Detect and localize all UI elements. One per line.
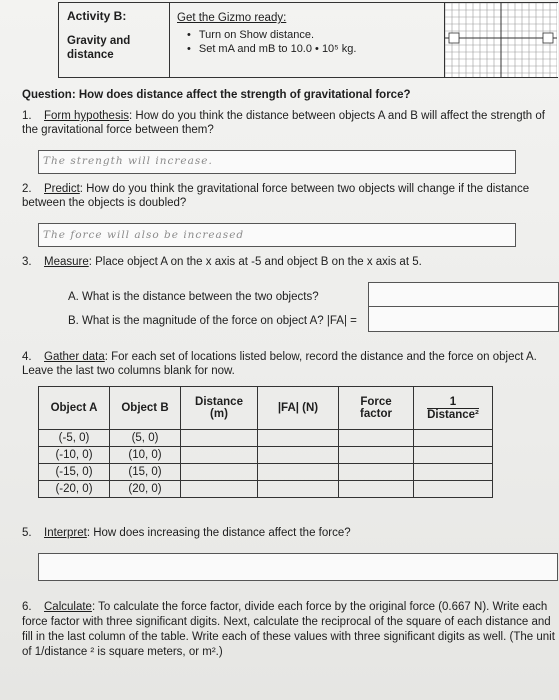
cell-inverse-distance[interactable] — [414, 464, 493, 481]
gizmo-grid-image — [445, 3, 557, 77]
question-5 — [22, 526, 351, 540]
fraction-numerator: 1 — [427, 396, 479, 409]
cell-distance[interactable] — [181, 447, 258, 464]
q2-number: 2. — [22, 183, 32, 195]
cell-object-a: (-10, 0) — [39, 447, 110, 464]
header-object-a: Object A — [39, 387, 110, 430]
cell-inverse-distance[interactable] — [414, 481, 493, 498]
cell-force-factor[interactable] — [339, 430, 414, 447]
object-a-marker — [449, 33, 459, 43]
data-table — [38, 386, 493, 498]
q3-answer-field[interactable] — [368, 282, 559, 332]
q3b-text: B. What is the magnitude of the force on object A? |FA| = — [68, 315, 357, 327]
header-inverse-distance-squared — [414, 387, 493, 430]
cell-inverse-distance[interactable] — [414, 430, 493, 447]
cell-force[interactable] — [258, 481, 339, 498]
cell-distance[interactable] — [181, 481, 258, 498]
prep-list — [187, 28, 356, 56]
cell-object-a: (-5, 0) — [39, 430, 110, 447]
q1-answer-field[interactable] — [38, 150, 516, 174]
q2-label: Predict — [44, 183, 80, 195]
cell-force-factor[interactable] — [339, 481, 414, 498]
cell-object-b: (10, 0) — [110, 447, 181, 464]
activity-label: Activity B: — [67, 9, 127, 23]
gizmo-thumbnail — [444, 3, 558, 77]
q2-answer-field[interactable] — [38, 223, 516, 247]
fraction-denominator: Distance² — [427, 408, 479, 421]
q1-number: 1. — [22, 110, 32, 122]
question-4 — [22, 350, 559, 378]
q3-number: 3. — [22, 256, 32, 268]
question-2 — [22, 182, 557, 210]
question-3 — [22, 255, 552, 269]
cell-force-factor[interactable] — [339, 447, 414, 464]
prep-item: • Set mA and mB to 10.0 • 10⁵ kg. — [187, 42, 356, 56]
cell-distance[interactable] — [181, 464, 258, 481]
activity-header — [58, 2, 558, 78]
q5-number: 5. — [22, 527, 32, 539]
q2-handwritten-answer: The force will also be increased — [43, 229, 245, 241]
cell-object-b: (20, 0) — [110, 481, 181, 498]
q3-label: Measure — [44, 256, 89, 268]
q1-label: Form hypothesis — [44, 110, 130, 122]
q1-handwritten-answer: The strength will increase. — [43, 155, 213, 167]
cell-object-b: (15, 0) — [110, 464, 181, 481]
q5-label: Interpret — [44, 527, 87, 539]
cell-force[interactable] — [258, 447, 339, 464]
header-force-factor: Force factor — [339, 387, 414, 430]
prep-title: Get the Gizmo ready: — [177, 12, 287, 24]
q5-text: : How does increasing the distance affect the force? — [86, 527, 351, 539]
q4-number: 4. — [22, 351, 32, 363]
prep-item: • Turn on Show distance. — [187, 28, 356, 42]
table-row — [39, 430, 493, 447]
q6-number: 6. — [22, 601, 32, 613]
header-distance: Distance (m) — [181, 387, 258, 430]
cell-force[interactable] — [258, 464, 339, 481]
header-object-b: Object B — [110, 387, 181, 430]
cell-distance[interactable] — [181, 430, 258, 447]
q5-answer-field[interactable] — [38, 553, 558, 581]
q3-text: : Place object A on the x axis at -5 and object B on the x axis at 5. — [88, 256, 422, 268]
activity-subtitle: Gravity and distance — [67, 35, 131, 61]
q4-text: : For each set of locations listed below, record the distance and the force on object A. Leave the last two columns blank for now. — [22, 351, 537, 377]
q4-label: Gather data — [44, 351, 105, 363]
q3a-text: A. What is the distance between the two objects? — [68, 291, 319, 303]
cell-object-b: (5, 0) — [110, 430, 181, 447]
cell-force-factor[interactable] — [339, 464, 414, 481]
q1-text: : How do you think the distance between objects A and B will affect the strength of the gravitational force between them? — [22, 110, 545, 136]
question-6 — [22, 600, 556, 660]
question-heading: Question: How does distance affect the strength of gravitational force? — [22, 89, 411, 101]
q6-text: : To calculate the force factor, divide each force by the original force (0.667 N). Write each force factor with three significant digits. Next, calculate the reciprocal of the square of each distance and fill in the last column of the table. Write each of these values with three significant digits as well. (The unit of 1/distance ² is square meters, or m².) — [22, 601, 555, 658]
q6-label: Calculate — [44, 601, 92, 613]
cell-object-a: (-20, 0) — [39, 481, 110, 498]
cell-inverse-distance[interactable] — [414, 447, 493, 464]
question-1 — [22, 109, 552, 137]
table-row — [39, 447, 493, 464]
table-row — [39, 464, 493, 481]
object-b-marker — [543, 33, 553, 43]
header-force-fa: |FA| (N) — [258, 387, 339, 430]
q2-text: : How do you think the gravitational force between two objects will change if the distance between the objects is doubled? — [22, 183, 530, 209]
table-header-row — [39, 387, 493, 430]
cell-object-a: (-15, 0) — [39, 464, 110, 481]
activity-title-cell — [59, 3, 170, 77]
table-row — [39, 481, 493, 498]
cell-force[interactable] — [258, 430, 339, 447]
